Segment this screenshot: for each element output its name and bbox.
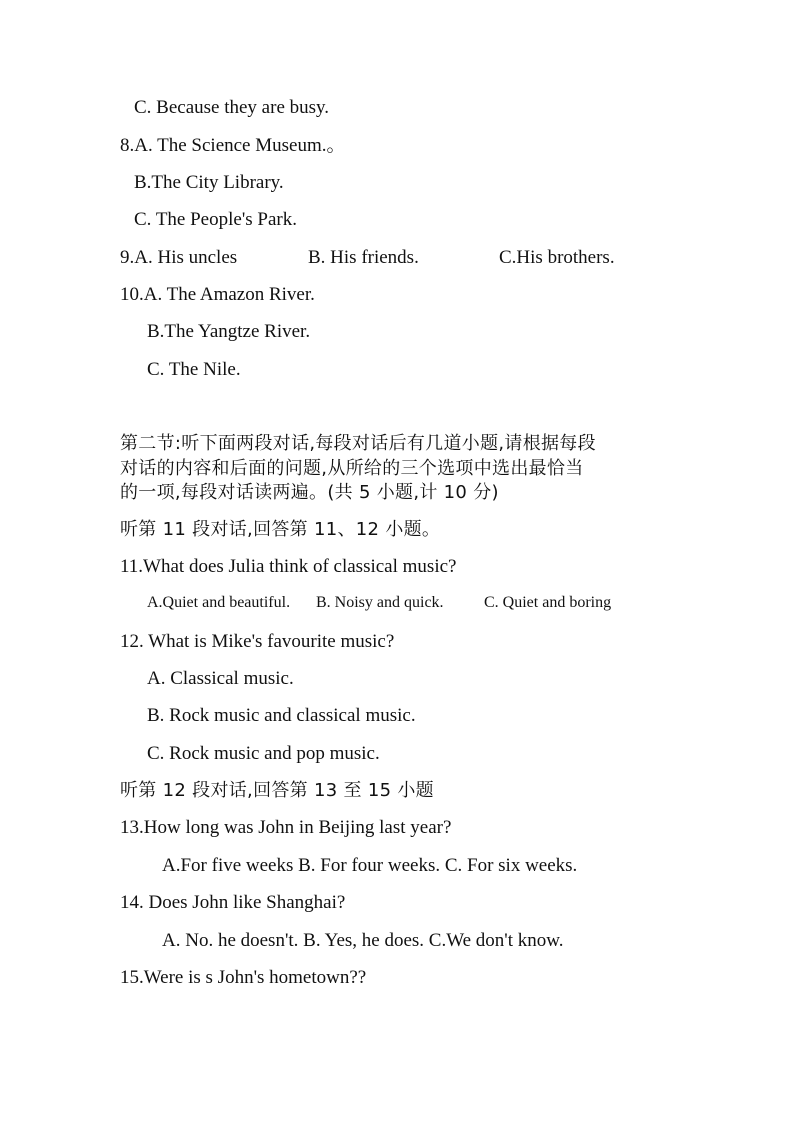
section2-instructions-line3: 的一项,每段对话读两遍。(共 5 小题,计 10 分) <box>120 482 499 503</box>
q11-option-a: A.Quiet and beautiful. <box>147 594 291 611</box>
q8-option-a: 8.A. The Science Museum.。 <box>120 135 346 156</box>
q7-option-c: C. Because they are busy. <box>134 97 330 118</box>
q10-option-a: 10.A. The Amazon River. <box>120 284 315 305</box>
q11-option-b: B. Noisy and quick. <box>316 594 444 611</box>
q8-option-b: B.The City Library. <box>134 172 284 193</box>
q9-option-a: 9.A. His uncles <box>120 247 238 268</box>
dialog11-intro: 听第 11 段对话,回答第 11、12 小题。 <box>120 519 441 540</box>
section2-instructions-line2: 对话的内容和后面的问题,从所给的三个选项中选出最恰当 <box>120 458 584 479</box>
q13-options: A.For five weeks B. For four weeks. C. For six weeks. <box>162 855 578 876</box>
q11-options <box>0 594 794 618</box>
q10-option-b: B.The Yangtze River. <box>147 321 311 342</box>
q12-option-b: B. Rock music and classical music. <box>147 705 416 726</box>
q11-question: 11.What does Julia think of classical music? <box>120 556 457 577</box>
q14-question: 14. Does John like Shanghai? <box>120 892 346 913</box>
q12-option-c: C. Rock music and pop music. <box>147 743 380 764</box>
q14-options: A. No. he doesn't. B. Yes, he does. C.We don't know. <box>162 930 564 951</box>
section2-instructions-line1: 第二节:听下面两段对话,每段对话后有几道小题,请根据每段 <box>120 433 596 454</box>
q9-option-c: C.His brothers. <box>499 247 615 268</box>
q8-option-c: C. The People's Park. <box>134 209 297 230</box>
q9-option-b: B. His friends. <box>308 247 419 268</box>
q13-question: 13.How long was John in Beijing last year? <box>120 817 452 838</box>
q10-option-c: C. The Nile. <box>147 359 241 380</box>
q11-option-c: C. Quiet and boring <box>484 594 612 611</box>
dialog12-intro: 听第 12 段对话,回答第 13 至 15 小题 <box>120 780 434 801</box>
q12-option-a: A. Classical music. <box>147 668 294 689</box>
q15-question: 15.Were is s John's hometown?? <box>120 967 367 988</box>
q12-question: 12. What is Mike's favourite music? <box>120 631 395 652</box>
